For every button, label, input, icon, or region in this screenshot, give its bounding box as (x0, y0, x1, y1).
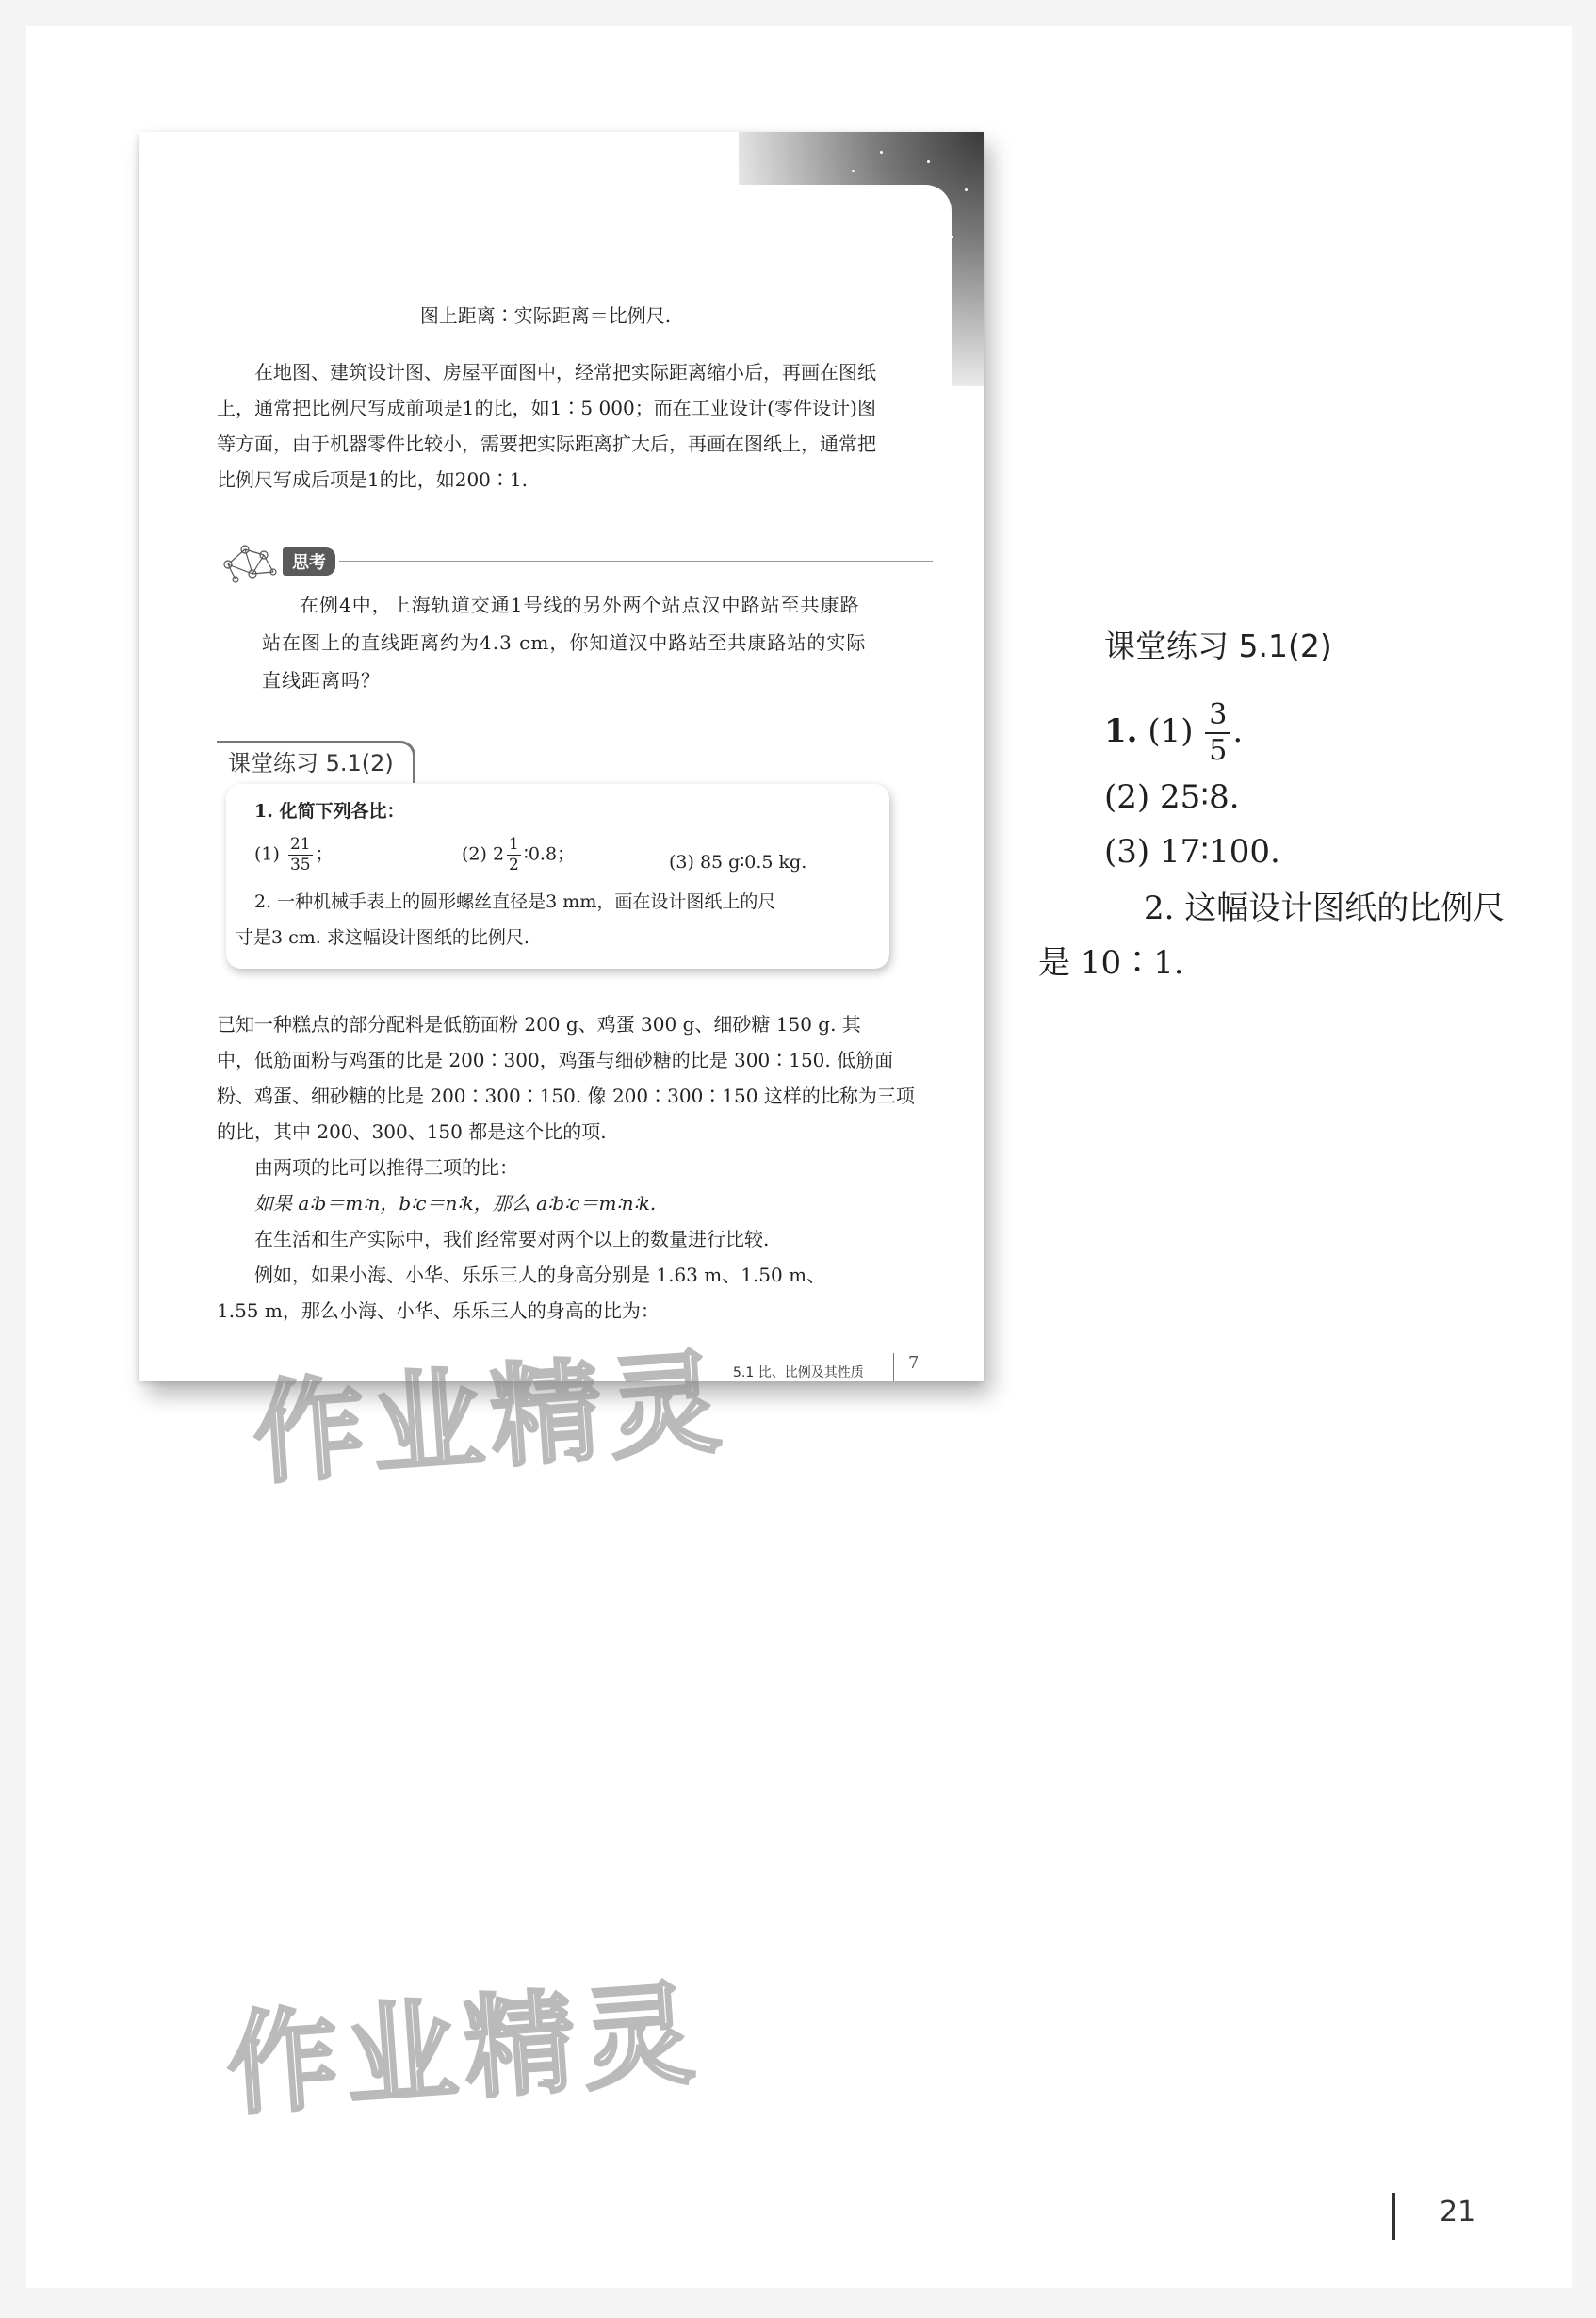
q1-a-numerator: 21 (289, 835, 311, 854)
exercise-title: 课堂练习 5.1(2) (217, 741, 415, 783)
exercise-q1-part2 (462, 837, 575, 873)
answers-title: 课堂练习 5.1(2) (1104, 628, 1332, 664)
q1-a-label: (1) (254, 843, 280, 865)
q1-a-denominator: 35 (289, 856, 311, 874)
watermark-bottom: 作业精灵 (222, 1967, 706, 2131)
scale-formula: 图上距离∶实际距离＝比例尺. (419, 304, 672, 327)
answer-1-part2: (2) 25∶8. (1104, 778, 1240, 816)
q1-b-fraction (507, 837, 521, 873)
paragraph-ingredients-1: 已知一种糕点的部分配料是低筋面粉 200 g、鸡蛋 300 g、细砂糖 150 g. 其 (217, 1013, 861, 1036)
think-divider (339, 561, 933, 562)
textbook-page-image (139, 132, 984, 1381)
think-header (217, 538, 933, 585)
answer-1-numerator: 3 (1205, 701, 1230, 734)
q1-b-suffix: ∶0.8； (523, 843, 576, 865)
answer-1-denominator: 5 (1209, 734, 1228, 767)
exercise-box (217, 741, 895, 974)
textbook-footer-divider (893, 1353, 894, 1381)
answer-1-fraction (1205, 698, 1230, 767)
answer-1-sub: (1) (1148, 712, 1194, 750)
q1-a-suffix: ； (315, 843, 334, 865)
exercise-q1-part3: (3) 85 g∶0.5 kg. (669, 852, 807, 873)
paragraph-ingredients-3: 粉、鸡蛋、细砂糖的比是 200∶300∶150. 像 200∶300∶150 这样的比称为三项 (217, 1085, 915, 1107)
exercise-body (226, 784, 889, 969)
page-number: 21 (1440, 2196, 1476, 2228)
q1-b-label: (2) 2 (462, 843, 505, 865)
paragraph-comparison: 在生活和生产实际中，我们经常要对两个以上的数量进行比较. (254, 1228, 770, 1250)
q1-b-denominator: 2 (509, 856, 519, 874)
textbook-chapter-label: 5.1 比、比例及其性质 (733, 1365, 864, 1380)
watermark-top: 作业精灵 (249, 1336, 732, 1500)
paragraph-ingredients-2: 中，低筋面粉与鸡蛋的比是 200∶300，鸡蛋与细砂糖的比是 300∶150. 低筋面 (217, 1049, 894, 1071)
exercise-q2-line1: 2. 一种机械手表上的圆形螺丝直径是3 mm，画在设计图纸上的尺 (254, 891, 776, 912)
think-label: 思考 (283, 547, 335, 576)
molecule-icon (217, 538, 283, 585)
answer-1-number: 1. (1104, 712, 1138, 750)
exercise-q1-part1 (254, 837, 334, 873)
textbook-page-number: 7 (908, 1353, 920, 1373)
exercise-q2-line2: 寸是3 cm. 求这幅设计图纸的比例尺. (236, 927, 529, 948)
paragraph-ingredients-4: 的比，其中 200、300、150 都是这个比的项. (217, 1120, 607, 1143)
paragraph-three-term: 由两项的比可以推得三项的比： (254, 1156, 518, 1179)
textbook-content (139, 185, 952, 1381)
paragraph-rule: 如果 a∶b＝m∶n，b∶c＝n∶k，那么 a∶b∶c＝m∶n∶k. (254, 1192, 657, 1215)
think-question: 在例4中，上海轨道交通1号线的另外两个站点汉中路站至共康路站在图上的直线距离约为4.3 cm，你知道汉中路站至共康路站的实际直线距离吗？ (262, 594, 867, 692)
answer-1-end: . (1232, 712, 1244, 750)
paragraph-scale-usage: 在地图、建筑设计图、房屋平面图中，经常把实际距离缩小后，再画在图纸上，通常把比例尺写成前项是1的比，如1∶5 000；而在工业设计(零件设计)图等方面，由于机器零件比较小，需要把实际距离扩大后，再画在图纸上，通常把比例尺写成后项是1的比，如200∶1. (217, 361, 876, 491)
page-number-divider (1392, 2193, 1395, 2240)
exercise-q1: 1. 化简下列各比： (254, 801, 405, 822)
answer-1-part1 (1104, 698, 1244, 767)
q1-b-numerator: 1 (509, 835, 519, 854)
answer-2-line2: 是 10∶1. (1038, 944, 1184, 982)
answer-1-part3: (3) 17∶100. (1104, 833, 1280, 871)
answer-2-line1: 2. 这幅设计图纸的比例尺 (1144, 890, 1506, 927)
q1-a-fraction (288, 837, 313, 873)
paragraph-example-2: 1.55 m，那么小海、小华、乐乐三人的身高的比为： (217, 1299, 660, 1322)
paragraph-example-1: 例如，如果小海、小华、乐乐三人的身高分别是 1.63 m、1.50 m、 (254, 1264, 826, 1286)
